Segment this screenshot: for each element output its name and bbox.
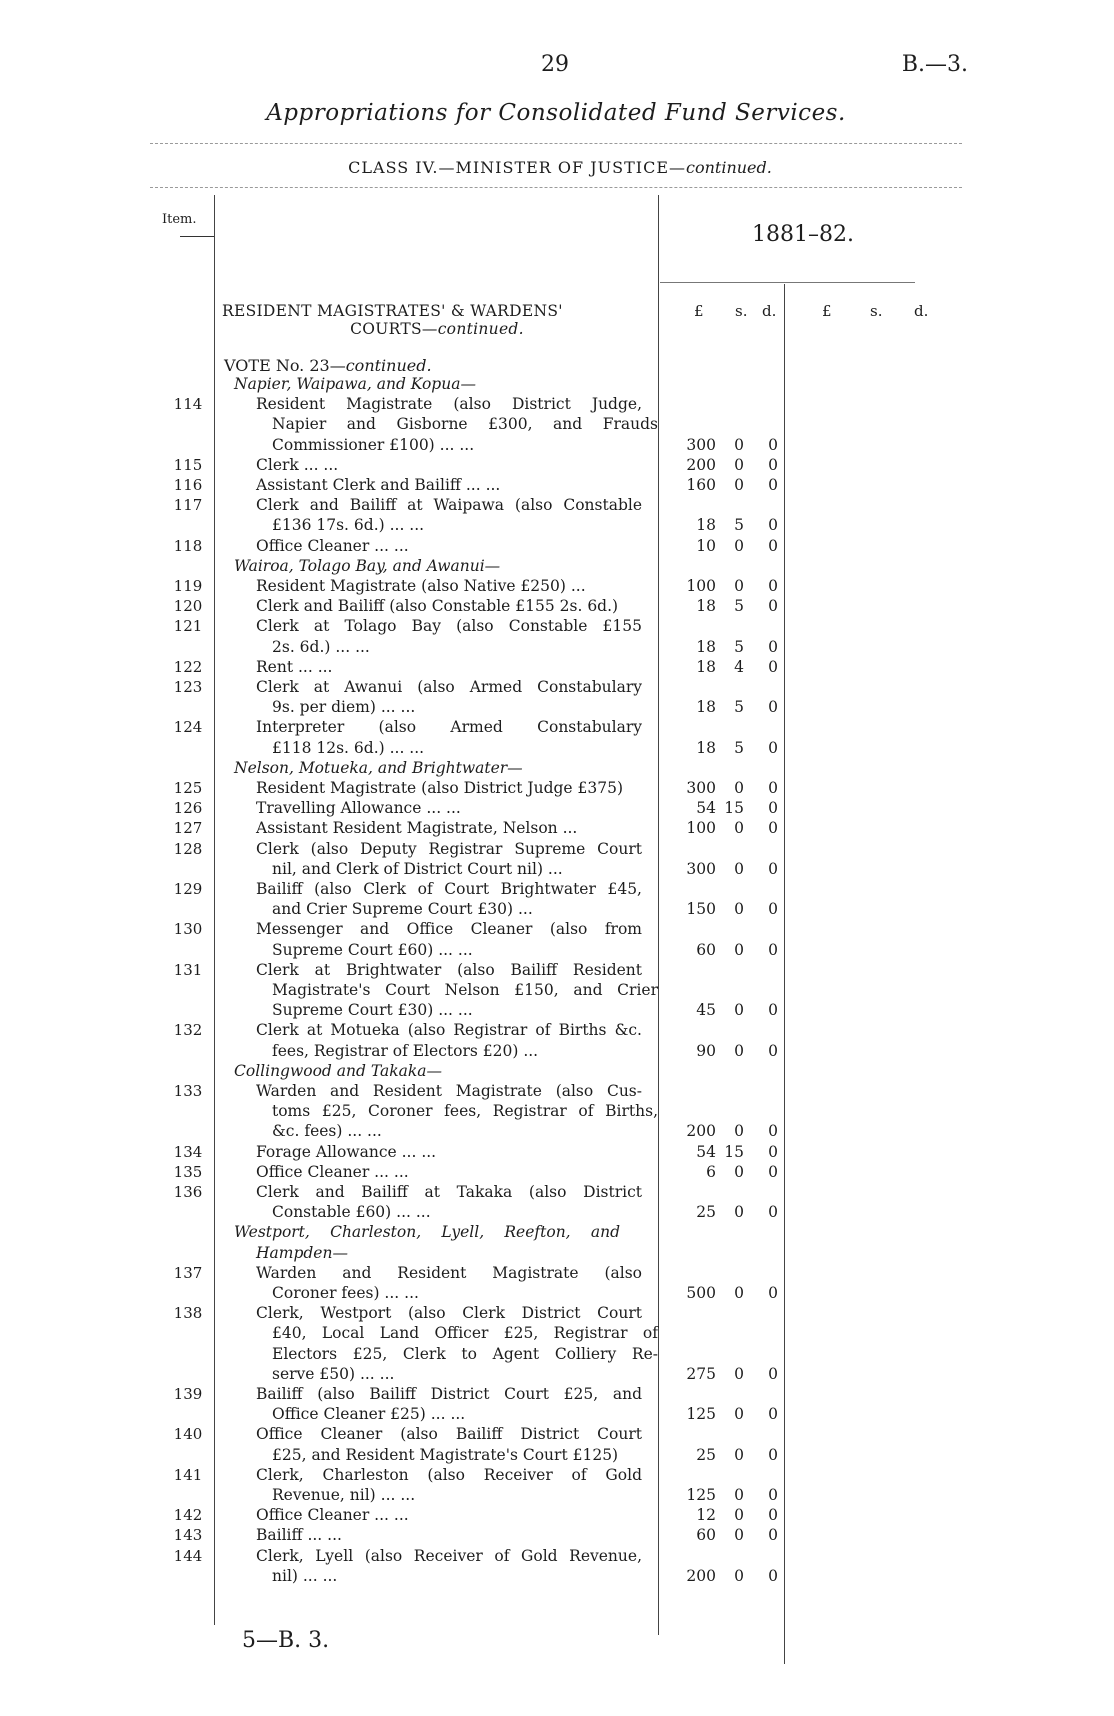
amount-pounds: 18 (696, 657, 716, 676)
amount-shillings: 0 (734, 577, 744, 595)
item-number: 129 (173, 880, 203, 898)
amount-pence: 0 (768, 657, 778, 676)
amount-pounds: 18 (696, 597, 716, 616)
amount-shillings: 0 (734, 1445, 744, 1464)
description-line: Clerk (also Deputy Registrar Supreme Court (256, 839, 642, 858)
description-line: Supreme Court £60) ... ... (272, 940, 473, 959)
amount-pounds: 100 (686, 819, 716, 838)
amount-pounds: 150 (686, 900, 716, 919)
item-number: 136 (173, 1183, 203, 1201)
amount-pounds: 500 (686, 1284, 716, 1302)
description-line: Bailiff (also Bailiff District Court £25, and (256, 1385, 642, 1403)
page-number: 29 (541, 52, 569, 77)
description-line: Office Cleaner ... ... (256, 1506, 409, 1525)
description-line: £118 12s. 6d.) ... ... (272, 738, 425, 757)
item-number: 133 (173, 1082, 203, 1100)
item-number: 137 (173, 1263, 203, 1282)
amount-shillings: 0 (734, 1162, 744, 1181)
year-header: 1881–82. (752, 222, 854, 247)
shilling-header: s. (735, 302, 748, 320)
amount-pence: 0 (768, 859, 778, 878)
subheading-line: Nelson, Motueka, and Brightwater— (234, 758, 523, 777)
item-number: 127 (173, 819, 203, 838)
amount-pence: 0 (768, 455, 778, 474)
amount-pence: 0 (768, 536, 778, 555)
item-number: 123 (173, 678, 203, 696)
item-number: 126 (173, 799, 203, 818)
amount-shillings: 0 (734, 1284, 744, 1302)
description-line: Assistant Clerk and Bailiff ... ... (256, 476, 501, 494)
item-number: 115 (173, 455, 203, 474)
amount-pounds: 18 (696, 738, 716, 757)
amount-pence: 0 (768, 435, 778, 454)
description-line: Resident Magistrate (also Native £250) ... (256, 577, 586, 595)
amount-pounds: 25 (696, 1445, 716, 1464)
description-line: Forage Allowance ... ... (256, 1142, 437, 1161)
rule-top (150, 143, 962, 144)
amount-pence: 0 (768, 1486, 778, 1504)
description-line: Clerk, Westport (also Clerk District Court (256, 1304, 642, 1323)
item-number: 131 (173, 960, 203, 979)
description-line: Assistant Resident Magistrate, Nelson ... (256, 819, 578, 838)
description-line: Constable £60) ... ... (272, 1203, 431, 1222)
amount-pence: 0 (768, 1566, 778, 1585)
description-line: Commissioner £100) ... ... (272, 435, 475, 454)
item-header-rule (180, 236, 214, 237)
amount-shillings: 0 (734, 1506, 744, 1525)
amount-pounds: 10 (696, 536, 716, 555)
description-line: fees, Registrar of Electors £20) ... (272, 1041, 539, 1060)
amount-column-divider (784, 284, 785, 1664)
description-line: Revenue, nil) ... ... (272, 1486, 416, 1504)
amount-pence: 0 (768, 1162, 778, 1181)
description-line: Office Cleaner £25) ... ... (272, 1405, 466, 1424)
amount-pence: 0 (768, 698, 778, 717)
shilling-header-total: s. (870, 302, 883, 320)
amount-pence: 0 (768, 738, 778, 757)
amount-shillings: 0 (734, 1001, 744, 1020)
item-column-divider (214, 195, 215, 1625)
item-column-header: Item. (162, 212, 197, 227)
vote-heading: VOTE No. 23—continued. (224, 356, 432, 375)
description-line: nil) ... ... (272, 1566, 338, 1585)
amount-pence: 0 (768, 516, 778, 535)
amount-shillings: 0 (734, 1203, 744, 1222)
amount-pounds: 12 (696, 1506, 716, 1525)
amount-pounds: 54 (696, 799, 716, 818)
amount-pounds: 300 (686, 435, 716, 454)
item-number: 121 (173, 617, 203, 636)
amount-pounds: 275 (686, 1364, 716, 1383)
description-line: Clerk and Bailiff (also Constable £155 2s. 6d.) (256, 597, 619, 616)
amount-shillings: 5 (734, 597, 744, 616)
amount-pounds: 200 (686, 1566, 716, 1585)
pence-header-total: d. (914, 302, 929, 320)
section-title: RESIDENT MAGISTRATES' & WARDENS' COURTS—continued. (222, 302, 563, 338)
amount-pence: 0 (768, 1506, 778, 1525)
subheading-line: Napier, Waipawa, and Kopua— (234, 375, 476, 393)
subheading-line: Wairoa, Tolago Bay, and Awanui— (234, 556, 501, 575)
description-line: Bailiff (also Clerk of Court Brightwater £45, (256, 880, 642, 898)
description-line: Rent ... ... (256, 657, 333, 676)
pound-header-total: £ (822, 302, 832, 320)
subheading-line: Westport, Charleston, Lyell, Reefton, and (234, 1223, 620, 1242)
amount-shillings: 0 (734, 435, 744, 454)
description-line: Resident Magistrate (also District Judge £375) (256, 779, 624, 797)
amount-pence: 0 (768, 779, 778, 797)
amount-pounds: 6 (706, 1162, 716, 1181)
description-line: Clerk at Motueka (also Registrar of Births &c. (256, 1021, 642, 1040)
item-number: 124 (173, 718, 203, 737)
amount-pounds: 54 (696, 1142, 716, 1161)
amount-pounds: 125 (686, 1405, 716, 1424)
class-title: CLASS IV.—MINISTER OF JUSTICE—continued. (348, 158, 772, 177)
amount-pounds: 25 (696, 1203, 716, 1222)
amount-pounds: 18 (696, 516, 716, 535)
description-line: £136 17s. 6d.) ... ... (272, 516, 425, 535)
description-line: Supreme Court £30) ... ... (272, 1001, 473, 1020)
description-line: Resident Magistrate (also District Judge, (256, 395, 642, 414)
description-line: Interpreter (also Armed Constabulary (256, 718, 642, 737)
amount-pounds: 300 (686, 859, 716, 878)
amount-shillings: 0 (734, 1041, 744, 1060)
amount-shillings: 5 (734, 738, 744, 757)
description-line: Clerk and Bailiff at Waipawa (also Constable (256, 496, 642, 515)
item-number: 117 (173, 496, 203, 515)
description-line: Coroner fees) ... ... (272, 1284, 419, 1302)
amount-shillings: 0 (734, 1526, 744, 1545)
subheading-line: Collingwood and Takaka— (234, 1061, 442, 1080)
description-line: Clerk at Brightwater (also Bailiff Resident (256, 960, 642, 979)
description-line: £40, Local Land Officer £25, Registrar of (272, 1324, 658, 1343)
amount-pence: 0 (768, 1142, 778, 1161)
amount-pence: 0 (768, 476, 778, 494)
amount-pence: 0 (768, 1203, 778, 1222)
description-line: Bailiff ... ... (256, 1526, 342, 1545)
item-number: 138 (173, 1304, 203, 1323)
amount-pounds: 18 (696, 637, 716, 656)
description-line: Office Cleaner (also Bailiff District Court (256, 1425, 642, 1444)
description-line: nil, and Clerk of District Court nil) ... (272, 859, 563, 878)
amount-pence: 0 (768, 900, 778, 919)
amount-pence: 0 (768, 799, 778, 818)
amount-pounds: 200 (686, 1122, 716, 1141)
amount-shillings: 5 (734, 516, 744, 535)
amount-pence: 0 (768, 819, 778, 838)
amount-shillings: 0 (734, 779, 744, 797)
description-line: Warden and Resident Magistrate (also Cus- (256, 1082, 642, 1100)
description-line: Napier and Gisborne £300, and Frauds (272, 415, 658, 434)
description-line: Clerk at Awanui (also Armed Constabulary (256, 678, 642, 696)
description-line: Clerk ... ... (256, 455, 339, 474)
description-line: Office Cleaner ... ... (256, 1162, 409, 1181)
description-line: Travelling Allowance ... ... (256, 799, 461, 818)
amount-pounds: 60 (696, 1526, 716, 1545)
amount-pence: 0 (768, 1405, 778, 1424)
item-number: 140 (173, 1425, 203, 1444)
footer-signature: 5—B. 3. (242, 1628, 330, 1653)
amount-shillings: 0 (734, 1405, 744, 1424)
item-number: 139 (173, 1385, 203, 1403)
amount-shillings: 0 (734, 1566, 744, 1585)
amount-shillings: 0 (734, 1122, 744, 1141)
amount-pounds: 90 (696, 1041, 716, 1060)
amount-shillings: 0 (734, 940, 744, 959)
description-line: Clerk, Lyell (also Receiver of Gold Revenue, (256, 1546, 642, 1565)
amount-shillings: 15 (724, 1142, 744, 1161)
amount-pounds: 18 (696, 698, 716, 717)
pound-header: £ (694, 302, 704, 320)
rule-under-year (660, 282, 915, 283)
description-line: Clerk at Tolago Bay (also Constable £155 (256, 617, 642, 636)
amount-pounds: 100 (686, 577, 716, 595)
amount-pence: 0 (768, 1284, 778, 1302)
amount-pence: 0 (768, 1041, 778, 1060)
description-line: Messenger and Office Cleaner (also from (256, 920, 642, 939)
amount-pounds: 60 (696, 940, 716, 959)
amount-shillings: 0 (734, 859, 744, 878)
description-line: toms £25, Coroner fees, Registrar of Births, (272, 1102, 658, 1121)
description-line: &c. fees) ... ... (272, 1122, 382, 1141)
description-line: £25, and Resident Magistrate's Court £125) (272, 1445, 619, 1464)
item-number: 141 (173, 1465, 203, 1484)
description-line: Electors £25, Clerk to Agent Colliery Re- (272, 1344, 658, 1363)
amount-pounds: 200 (686, 455, 716, 474)
item-number: 116 (173, 476, 203, 494)
item-number: 143 (173, 1526, 203, 1545)
amount-shillings: 0 (734, 455, 744, 474)
amount-shillings: 0 (734, 476, 744, 494)
amount-pence: 0 (768, 1445, 778, 1464)
item-number: 120 (173, 597, 203, 616)
item-number: 125 (173, 779, 203, 797)
description-line: Office Cleaner ... ... (256, 536, 409, 555)
amount-pence: 0 (768, 1122, 778, 1141)
description-line: and Crier Supreme Court £30) ... (272, 900, 533, 919)
item-number: 144 (173, 1546, 203, 1565)
amount-shillings: 0 (734, 1364, 744, 1383)
amount-shillings: 5 (734, 698, 744, 717)
item-number: 142 (173, 1506, 203, 1525)
item-number: 119 (173, 577, 203, 595)
description-line: Clerk and Bailiff at Takaka (also District (256, 1183, 642, 1201)
amount-pounds: 45 (696, 1001, 716, 1020)
amount-shillings: 0 (734, 1486, 744, 1504)
amount-pence: 0 (768, 1526, 778, 1545)
amount-pence: 0 (768, 577, 778, 595)
item-number: 118 (173, 536, 203, 555)
amount-pounds: 300 (686, 779, 716, 797)
description-line: serve £50) ... ... (272, 1364, 395, 1383)
item-number: 132 (173, 1021, 203, 1040)
description-column-divider (658, 195, 659, 1635)
amount-pence: 0 (768, 1001, 778, 1020)
amount-shillings: 4 (734, 657, 744, 676)
amount-shillings: 15 (724, 799, 744, 818)
subheading-line: Hampden— (256, 1243, 348, 1262)
amount-shillings: 5 (734, 637, 744, 656)
description-line: 9s. per diem) ... ... (272, 698, 416, 717)
item-number: 130 (173, 920, 203, 939)
amount-pence: 0 (768, 637, 778, 656)
amount-pence: 0 (768, 940, 778, 959)
amount-pounds: 125 (686, 1486, 716, 1504)
pence-header: d. (762, 302, 777, 320)
item-number: 114 (173, 395, 203, 414)
amount-pence: 0 (768, 597, 778, 616)
amount-shillings: 0 (734, 819, 744, 838)
description-line: Magistrate's Court Nelson £150, and Crier (272, 981, 658, 999)
description-line: 2s. 6d.) ... ... (272, 637, 370, 656)
rule-under-class (150, 187, 962, 188)
item-number: 122 (173, 657, 203, 676)
amount-pounds: 160 (686, 476, 716, 494)
item-number: 135 (173, 1162, 203, 1181)
amount-pence: 0 (768, 1364, 778, 1383)
amount-shillings: 0 (734, 900, 744, 919)
description-line: Clerk, Charleston (also Receiver of Gold (256, 1465, 642, 1484)
document-code: B.—3. (901, 52, 968, 77)
description-line: Warden and Resident Magistrate (also (256, 1263, 642, 1282)
item-number: 134 (173, 1142, 203, 1161)
page-title: Appropriations for Consolidated Fund Services. (266, 100, 846, 126)
item-number: 128 (173, 839, 203, 858)
amount-shillings: 0 (734, 536, 744, 555)
